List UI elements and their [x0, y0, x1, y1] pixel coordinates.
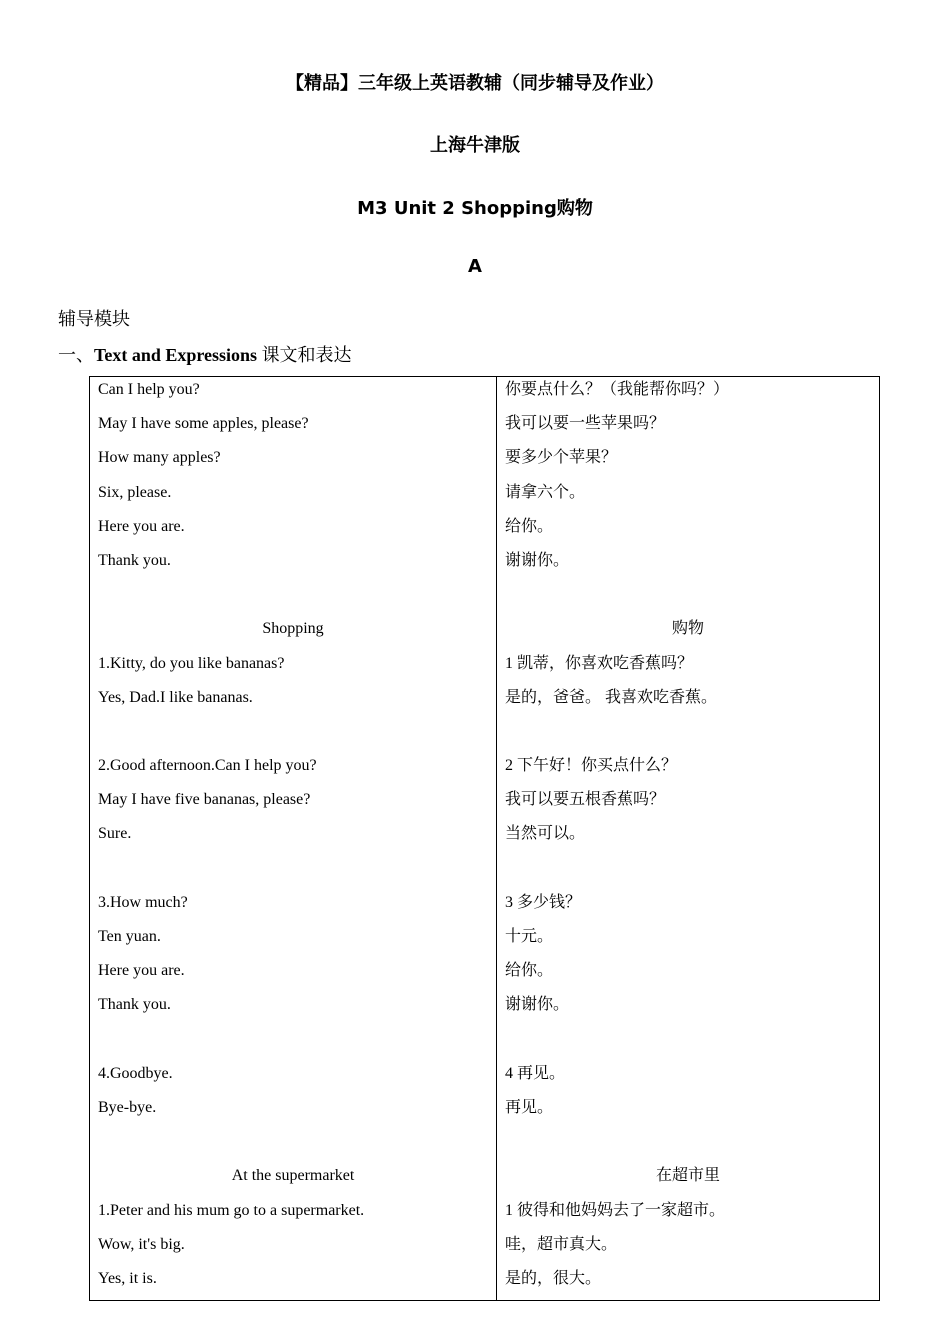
chinese-line: 再见。 [505, 1098, 554, 1116]
chinese-line: 1 彼得和他妈妈去了一家超市。 [505, 1201, 726, 1219]
english-line: Can I help you? [98, 381, 200, 398]
english-line: 2.Good afternoon.Can I help you? [98, 757, 317, 775]
english-line: Ten yuan. [98, 928, 161, 945]
chinese-line: 3 多少钱？ [505, 893, 582, 911]
chinese-line: 你要点什么？（我能帮你吗？） [505, 381, 730, 398]
document-subtitle: 上海牛津版 [430, 135, 520, 156]
chinese-line [505, 582, 871, 616]
chinese-line: 购物 [671, 620, 704, 638]
section-heading [58, 341, 352, 367]
chinese-line: 我可以要五根香蕉吗？ [505, 791, 666, 809]
chinese-line: 是的，很大。 [505, 1269, 602, 1287]
table-row [90, 377, 880, 1301]
english-line [98, 1129, 488, 1163]
english-line: Sure. [98, 825, 132, 843]
chinese-line [505, 1027, 871, 1061]
chinese-line [505, 1129, 871, 1163]
section-heading-prefix: 一、 [58, 345, 94, 365]
english-line: Wow, it's big. [98, 1235, 185, 1253]
english-line: Yes, it is. [98, 1269, 157, 1287]
english-line: May I have five bananas, please? [98, 791, 311, 809]
level-label: A [468, 256, 482, 277]
english-line: At the supermarket [231, 1167, 355, 1185]
chinese-line [505, 719, 871, 753]
section-heading-suffix: 课文和表达 [257, 345, 352, 365]
english-line: May I have some apples, please? [98, 415, 309, 433]
chinese-line: 我可以要一些苹果吗？ [505, 415, 666, 433]
english-line: Bye-bye. [98, 1098, 157, 1116]
english-line: 1.Kitty, do you like bananas? [98, 654, 285, 672]
english-line: 4.Goodbye. [98, 1064, 173, 1082]
english-line: 1.Peter and his mum go to a supermarket. [98, 1201, 365, 1219]
chinese-line: 当然可以。 [505, 825, 586, 843]
chinese-line: 谢谢你。 [505, 551, 570, 569]
module-label: 辅导模块 [58, 309, 130, 329]
chinese-line: 1 凯蒂，你喜欢吃香蕉吗？ [505, 654, 694, 672]
english-line: Here you are. [98, 517, 185, 535]
text-expressions-table [89, 376, 880, 1301]
english-line [98, 582, 488, 616]
english-column [90, 377, 497, 1301]
english-line: 3.How much? [98, 893, 188, 911]
english-line: Yes, Dad.I like bananas. [98, 688, 253, 706]
chinese-line [505, 856, 871, 890]
chinese-column [497, 377, 880, 1301]
english-line: Six, please. [98, 483, 172, 501]
section-heading-bold: Text and Expressions [94, 345, 258, 365]
english-line: Here you are. [98, 962, 185, 980]
chinese-line: 谢谢你。 [505, 996, 570, 1014]
chinese-line: 哇，超市真大。 [505, 1235, 618, 1253]
document-title: 【精品】三年级上英语教辅（同步辅导及作业） [286, 73, 664, 94]
chinese-line: 4 再见。 [505, 1064, 566, 1082]
chinese-line: 请拿六个。 [505, 483, 586, 501]
chinese-line: 给你。 [505, 517, 554, 535]
english-line: Shopping [262, 620, 324, 638]
chinese-line: 在超市里 [655, 1167, 720, 1185]
chinese-line: 十元。 [505, 928, 554, 945]
chinese-line: 给你。 [505, 962, 554, 980]
unit-title: M3 Unit 2 Shopping购物 [357, 198, 593, 219]
english-line [98, 1027, 488, 1061]
english-line: How many apples? [98, 449, 221, 467]
english-line: Thank you. [98, 551, 171, 569]
chinese-line: 要多少个苹果？ [505, 449, 618, 467]
chinese-line: 2 下午好！你买点什么？ [505, 757, 678, 775]
chinese-line: 是的，爸爸。 我喜欢吃香蕉。 [505, 688, 718, 706]
english-line [98, 856, 488, 890]
english-line: Thank you. [98, 996, 171, 1014]
english-line [98, 719, 488, 753]
